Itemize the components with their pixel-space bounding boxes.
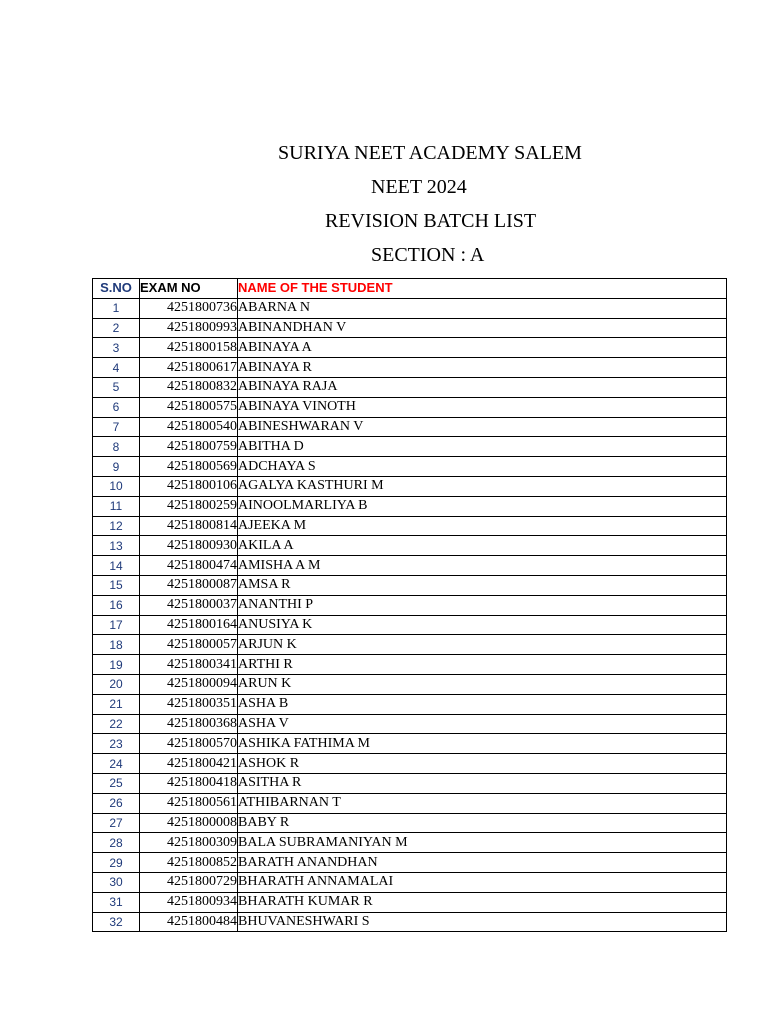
table-row (93, 516, 727, 536)
row-exam-no: 4251800309 (140, 833, 238, 853)
row-student-name: AKILA A (238, 536, 727, 556)
row-sno: 26 (93, 793, 140, 813)
column-header-student-name: NAME OF THE STUDENT (238, 279, 727, 299)
row-sno: 27 (93, 813, 140, 833)
row-student-name: ABINAYA A (238, 338, 727, 358)
row-student-name: ATHIBARNAN T (238, 793, 727, 813)
row-sno: 32 (93, 912, 140, 932)
row-exam-no: 4251800759 (140, 437, 238, 457)
row-student-name: AGALYA KASTHURI M (238, 476, 727, 496)
table-row (93, 734, 727, 754)
table-header-row (93, 279, 727, 299)
row-sno: 8 (93, 437, 140, 457)
table-row (93, 417, 727, 437)
row-student-name: ASITHA R (238, 773, 727, 793)
table-row (93, 872, 727, 892)
row-sno: 11 (93, 496, 140, 516)
table-row (93, 655, 727, 675)
table-row (93, 754, 727, 774)
table-row (93, 298, 727, 318)
row-exam-no: 4251800421 (140, 754, 238, 774)
row-exam-no: 4251800094 (140, 674, 238, 694)
row-exam-no: 4251800934 (140, 892, 238, 912)
row-sno: 7 (93, 417, 140, 437)
row-student-name: AINOOLMARLIYA B (238, 496, 727, 516)
row-student-name: ABARNA N (238, 298, 727, 318)
row-exam-no: 4251800037 (140, 595, 238, 615)
row-sno: 17 (93, 615, 140, 635)
row-exam-no: 4251800736 (140, 298, 238, 318)
table-row (93, 615, 727, 635)
row-exam-no: 4251800993 (140, 318, 238, 338)
row-sno: 13 (93, 536, 140, 556)
row-student-name: BARATH ANANDHAN (238, 853, 727, 873)
list-title: REVISION BATCH LIST (325, 210, 537, 232)
row-exam-no: 4251800852 (140, 853, 238, 873)
row-sno: 1 (93, 298, 140, 318)
column-header-sno: S.NO (93, 279, 140, 299)
table-row (93, 575, 727, 595)
table-row (93, 714, 727, 734)
row-sno: 19 (93, 655, 140, 675)
column-header-exam-no: EXAM NO (140, 279, 238, 299)
row-student-name: ARUN K (238, 674, 727, 694)
row-sno: 20 (93, 674, 140, 694)
row-sno: 10 (93, 476, 140, 496)
table-row (93, 674, 727, 694)
row-student-name: ADCHAYA S (238, 457, 727, 477)
table-row (93, 338, 727, 358)
row-sno: 4 (93, 358, 140, 378)
row-exam-no: 4251800474 (140, 556, 238, 576)
table-row (93, 556, 727, 576)
row-student-name: ASHA V (238, 714, 727, 734)
row-student-name: ABINAYA RAJA (238, 377, 727, 397)
row-student-name: ABITHA D (238, 437, 727, 457)
row-sno: 14 (93, 556, 140, 576)
row-exam-no: 4251800570 (140, 734, 238, 754)
row-student-name: ABINANDHAN V (238, 318, 727, 338)
row-exam-no: 4251800814 (140, 516, 238, 536)
row-sno: 23 (93, 734, 140, 754)
row-exam-no: 4251800259 (140, 496, 238, 516)
row-exam-no: 4251800484 (140, 912, 238, 932)
row-student-name: ASHIKA FATHIMA M (238, 734, 727, 754)
row-student-name: ANUSIYA K (238, 615, 727, 635)
row-student-name: ASHOK R (238, 754, 727, 774)
academy-title: SURIYA NEET ACADEMY SALEM (278, 142, 582, 164)
row-sno: 15 (93, 575, 140, 595)
table-row (93, 892, 727, 912)
row-student-name: BHARATH ANNAMALAI (238, 872, 727, 892)
table-row (93, 694, 727, 714)
row-exam-no: 4251800164 (140, 615, 238, 635)
table-row (93, 496, 727, 516)
table-row (93, 358, 727, 378)
row-sno: 3 (93, 338, 140, 358)
row-sno: 16 (93, 595, 140, 615)
row-student-name: BHUVANESHWARI S (238, 912, 727, 932)
row-exam-no: 4251800351 (140, 694, 238, 714)
row-student-name: BHARATH KUMAR R (238, 892, 727, 912)
row-sno: 9 (93, 457, 140, 477)
row-sno: 12 (93, 516, 140, 536)
row-sno: 28 (93, 833, 140, 853)
row-student-name: ANANTHI P (238, 595, 727, 615)
row-student-name: BALA SUBRAMANIYAN M (238, 833, 727, 853)
table-row (93, 912, 727, 932)
student-table (92, 278, 727, 932)
row-sno: 2 (93, 318, 140, 338)
row-exam-no: 4251800729 (140, 872, 238, 892)
row-sno: 5 (93, 377, 140, 397)
table-row (93, 377, 727, 397)
row-exam-no: 4251800930 (140, 536, 238, 556)
table-row (93, 318, 727, 338)
row-student-name: ARTHI R (238, 655, 727, 675)
row-sno: 24 (93, 754, 140, 774)
row-student-name: ABINAYA R (238, 358, 727, 378)
table-row (93, 457, 727, 477)
row-student-name: AMISHA A M (238, 556, 727, 576)
row-sno: 25 (93, 773, 140, 793)
row-exam-no: 4251800832 (140, 377, 238, 397)
row-sno: 6 (93, 397, 140, 417)
table-body (93, 298, 727, 932)
row-exam-no: 4251800106 (140, 476, 238, 496)
row-exam-no: 4251800575 (140, 397, 238, 417)
row-exam-no: 4251800540 (140, 417, 238, 437)
table-row (93, 536, 727, 556)
row-student-name: ASHA B (238, 694, 727, 714)
exam-title: NEET 2024 (371, 176, 467, 198)
row-student-name: ABINAYA VINOTH (238, 397, 727, 417)
row-sno: 31 (93, 892, 140, 912)
row-exam-no: 4251800418 (140, 773, 238, 793)
row-student-name: ABINESHWARAN V (238, 417, 727, 437)
table-row (93, 853, 727, 873)
row-student-name: AMSA R (238, 575, 727, 595)
table-row (93, 595, 727, 615)
row-exam-no: 4251800617 (140, 358, 238, 378)
row-student-name: AJEEKA M (238, 516, 727, 536)
row-sno: 22 (93, 714, 140, 734)
table-row (93, 437, 727, 457)
row-exam-no: 4251800158 (140, 338, 238, 358)
table-row (93, 813, 727, 833)
row-exam-no: 4251800057 (140, 635, 238, 655)
row-sno: 18 (93, 635, 140, 655)
row-exam-no: 4251800008 (140, 813, 238, 833)
row-sno: 21 (93, 694, 140, 714)
table-row (93, 635, 727, 655)
row-exam-no: 4251800569 (140, 457, 238, 477)
row-sno: 30 (93, 872, 140, 892)
row-sno: 29 (93, 853, 140, 873)
table-row (93, 476, 727, 496)
row-student-name: BABY R (238, 813, 727, 833)
table-row (93, 833, 727, 853)
row-exam-no: 4251800341 (140, 655, 238, 675)
row-exam-no: 4251800368 (140, 714, 238, 734)
table-row (93, 773, 727, 793)
row-exam-no: 4251800561 (140, 793, 238, 813)
section-title: SECTION : A (371, 244, 485, 266)
row-exam-no: 4251800087 (140, 575, 238, 595)
table-row (93, 793, 727, 813)
row-student-name: ARJUN K (238, 635, 727, 655)
table-row (93, 397, 727, 417)
